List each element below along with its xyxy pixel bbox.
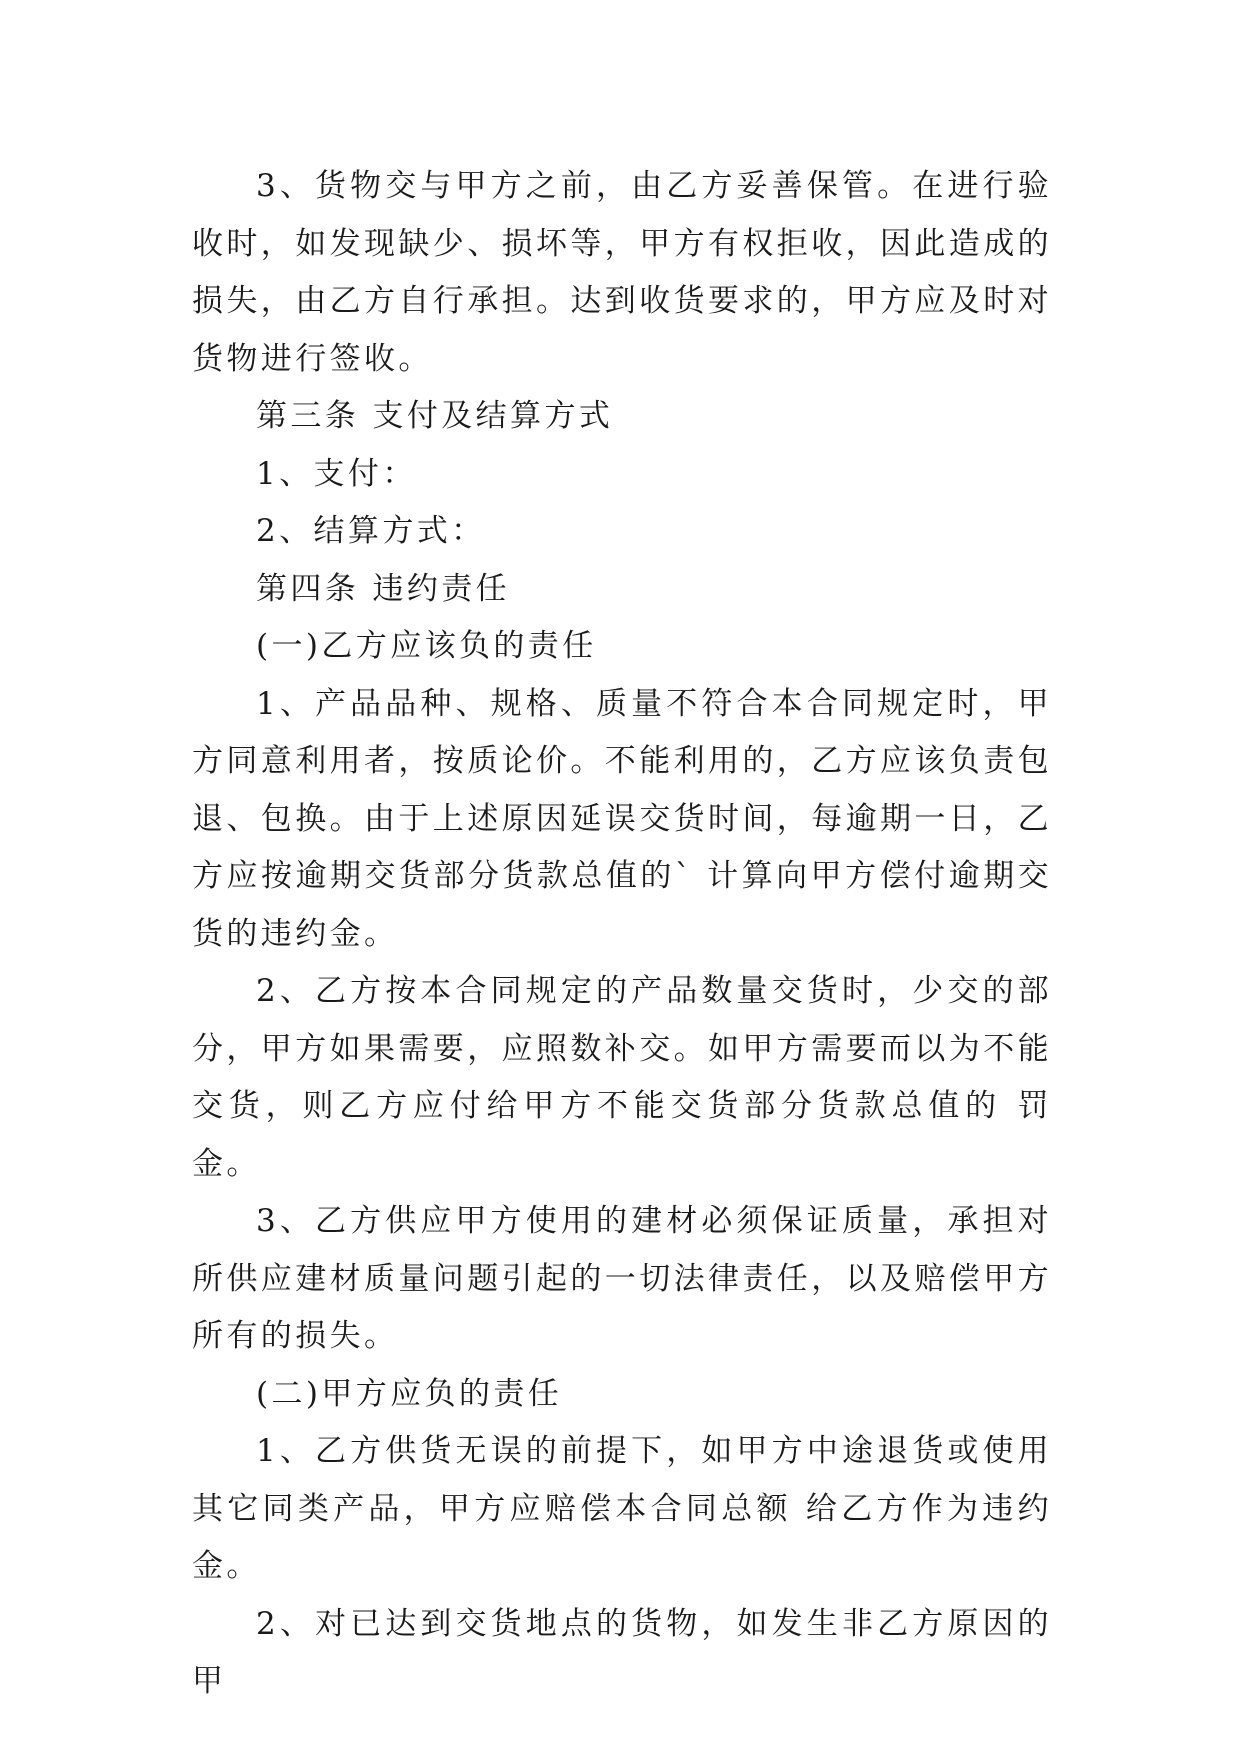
paragraph-b-liability-3: 3、乙方供应甲方使用的建材必须保证质量，承担对所供应建材质量问题引起的一切法律责任，以及赔偿甲方所有的损失。 — [192, 1203, 1052, 1354]
subheading-party-a-liability: (二)甲方应负的责任 — [256, 1375, 563, 1412]
paragraph-settlement: 2、结算方式： — [256, 513, 486, 549]
paragraph-storage-clause: 3、货物交与甲方之前，由乙方妥善保管。在进行验收时，如发现缺少、损坏等，甲方有权拒收，因此造成的损失，由乙方自行承担。达到收货要求的，甲方应及时对货物进行签收。 — [192, 168, 1052, 377]
subheading-party-b-liability: (一)乙方应该负的责任 — [256, 628, 597, 664]
document-body — [192, 158, 1052, 1711]
paragraph-payment: 1、支付： — [256, 455, 417, 492]
paragraph-b-liability-1: 1、产品品种、规格、质量不符合本合同规定时，甲方同意利用者，按质论价。不能利用的，乙方应该负责包退、包换。由于上述原因延误交货时间，每逾期一日，乙方应按逾期交货部分货款总值的` 计算向甲方偿付逾期交货的违约金。 — [192, 685, 1052, 952]
paragraph-b-liability-2: 2、乙方按本合同规定的产品数量交货时，少交的部分，甲方如果需要，应照数补交。如甲方需要而以为不能交货，则乙方应付给甲方不能交货部分货款总值的 罚金。 — [192, 973, 1052, 1182]
heading-article-4: 第四条 违约责任 — [256, 570, 511, 607]
heading-article-3: 第三条 支付及结算方式 — [256, 398, 614, 434]
paragraph-a-liability-2: 2、对已达到交货地点的货物，如发生非乙方原因的甲 — [192, 1605, 1052, 1699]
paragraph-a-liability-1: 1、乙方供货无误的前提下，如甲方中途退货或使用其它同类产品，甲方应赔偿本合同总额 给乙方作为违约金。 — [192, 1433, 1052, 1584]
